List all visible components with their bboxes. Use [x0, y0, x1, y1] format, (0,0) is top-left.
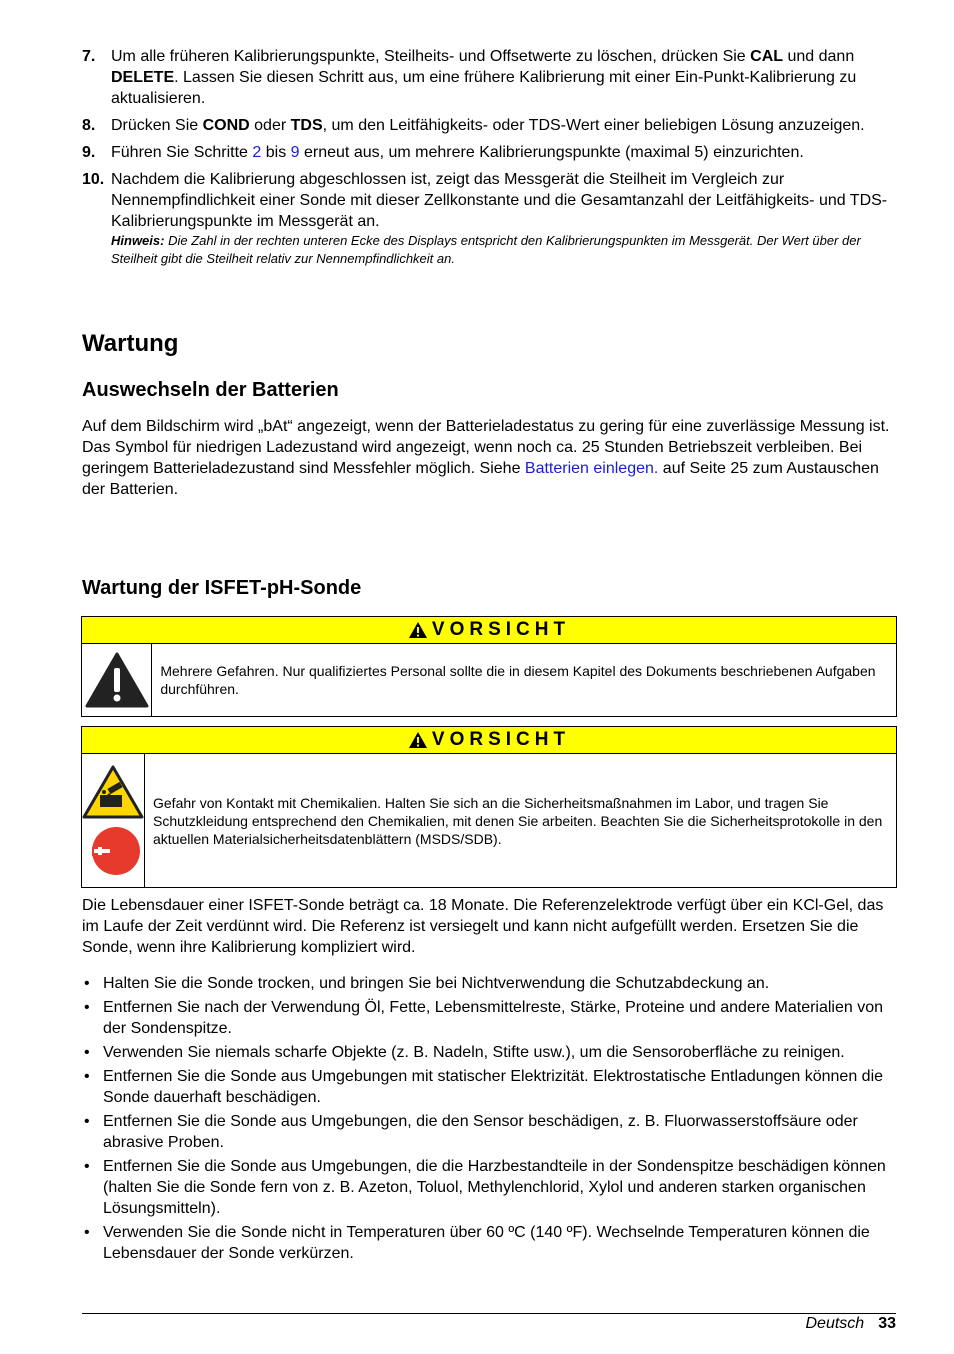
footer — [806, 1313, 897, 1334]
caution-header — [82, 617, 896, 644]
bullet-icon: • — [84, 999, 90, 1016]
list-item-text: Verwenden Sie niemals scharfe Objekte (z. B. Nadeln, Stifte usw.), um die Sensoroberfläche zu reinigen. — [103, 1044, 845, 1061]
step-text: Drücken Sie — [111, 117, 203, 134]
step-number: 9. — [82, 144, 96, 161]
step-text: Um alle früheren Kalibrierungspunkte, Steilheits- und Offsetwerte zu löschen, drücken Sie — [111, 48, 751, 65]
list-item — [82, 1042, 896, 1063]
list-item — [82, 1066, 896, 1108]
page-number: 33 — [878, 1315, 896, 1332]
footer-divider — [82, 1313, 896, 1314]
note-label: Hinweis: — [111, 233, 165, 248]
caution-box-general — [81, 616, 897, 717]
isfet-intro: Die Lebensdauer einer ISFET-Sonde beträgt ca. 18 Monate. Die Referenzelektrode verfügt über ein KCl-Gel, das im Laufe der Zeit verdünnt wird. Die Referenz ist versiegelt und kann nicht aufgefüllt werden. Ersetzen Sie die Sonde, wenn ihre Kalibrierung kompliziert wird. — [82, 897, 884, 956]
caution-text: Gefahr von Kontakt mit Chemikalien. Halten Sie sich an die Sicherheitsmaßnahmen im Labor, und tragen Sie Schutzkleidung entsprechend den Chemikalien, mit denen Sie arbeiten. Beachten Sie die Sicherheitsprotokolle in den aktuellen Materialsicherheitsdatenblättern (MSDS/SDB). — [153, 794, 883, 847]
key-name: COND — [202, 117, 250, 134]
list-item-text: Entfernen Sie die Sonde aus Umgebungen mit statischer Elektrizität. Elektrostatische Entladungen können die Sonde dauerhaft beschädigen. — [103, 1068, 884, 1106]
calibration-steps — [82, 46, 896, 274]
caution-text: Mehrere Gefahren. Nur qualifiziertes Personal sollte die in diesem Kapitel des Dokuments beschriebenen Aufgaben durchführen. — [160, 663, 876, 697]
step-text: oder — [249, 117, 291, 134]
bullet-icon: • — [84, 975, 90, 992]
list-item — [82, 1156, 896, 1219]
bullet-icon: • — [84, 1113, 90, 1130]
list-item — [82, 997, 896, 1039]
step-10 — [82, 169, 896, 268]
bullet-icon: • — [84, 1224, 90, 1241]
step-text: Nachdem die Kalibrierung abgeschlossen ist, zeigt das Messgerät die Steilheit im Vergleich zur Nennempfindlichkeit einer Sonde mit dieser Zellkonstante und die Gesamtanzahl der Leitfähigkeits- und TDS-Kalibrierungspunkte im Messgerät an. — [111, 171, 888, 230]
hazard-icon-cell — [82, 644, 152, 716]
bullet-icon: • — [84, 1158, 90, 1175]
battery-link[interactable]: Batterien einlegen. — [524, 460, 659, 477]
general-hazard-icon — [85, 652, 149, 708]
warning-triangle-icon — [408, 731, 428, 749]
list-item-text: Entfernen Sie nach der Verwendung Öl, Fette, Lebensmittelreste, Stärke, Proteine und andere Materialien von der Sondenspitze. — [103, 999, 884, 1037]
caution-header — [82, 727, 896, 754]
face-protection-icon — [86, 823, 140, 877]
bullet-icon: • — [84, 1068, 90, 1085]
caution-label: VORSICHT — [431, 619, 571, 640]
note-text: Die Zahl in der rechten unteren Ecke des Displays entspricht den Kalibrierungspunkten im Messgerät. Der Wert über der Steilheit gibt die Steilheit relativ zur Nennempfindlichkeit an. — [111, 233, 861, 266]
chemical-hazard-icon — [82, 765, 144, 819]
note — [111, 232, 896, 268]
list-item-text: Verwenden Sie die Sonde nicht in Temperaturen über 60 ºC (140 ºF). Wechselnde Temperaturen können die Lebensdauer der Sonde verkürzen. — [103, 1224, 870, 1262]
battery-text-end: auf Seite 25 zum Austauschen der Batterien. — [82, 460, 879, 498]
step-text: und dann — [783, 48, 855, 65]
list-item — [82, 1111, 896, 1153]
step-9 — [82, 142, 896, 163]
hazard-icon-cell — [82, 754, 145, 887]
list-item-text: Entfernen Sie die Sonde aus Umgebungen, die den Sensor beschädigen, z. B. Fluorwasserstoffsäure oder abrasive Proben. — [103, 1113, 858, 1151]
step-8 — [82, 115, 896, 136]
key-name: DELETE — [111, 69, 175, 86]
step-text: bis — [261, 144, 291, 161]
battery-text: Auf dem Bildschirm wird „bAt“ angezeigt, wenn der Batterieladestatus zu gering für eine zuverlässige Messung ist. Das Symbol für niedrigen Ladezustand wird angezeigt, wenn noch ca. 25 Stunden Betriebszeit verbleiben. Bei geringem Batterieladezustand sind Messfehler möglich. Siehe — [82, 418, 890, 477]
caution-label: VORSICHT — [431, 729, 571, 750]
step-text: erneut aus, um mehrere Kalibrierungspunkte (maximal 5) einzurichten. — [299, 144, 804, 161]
battery-paragraph — [82, 416, 896, 500]
battery-heading: Auswechseln der Batterien — [82, 379, 339, 401]
step-number: 10. — [82, 171, 105, 188]
maintenance-list — [82, 973, 896, 1267]
step-number: 7. — [82, 48, 96, 65]
step-text: Führen Sie Schritte — [111, 144, 253, 161]
caution-box-chemical — [81, 726, 897, 888]
key-name: CAL — [750, 48, 784, 65]
step-text: , um den Leitfähigkeits- oder TDS-Wert einer beliebigen Lösung anzuzeigen. — [322, 117, 865, 134]
list-item — [82, 1222, 896, 1264]
list-item-text: Halten Sie die Sonde trocken, und bringen Sie bei Nichtverwendung die Schutzabdeckung an. — [103, 975, 770, 992]
list-item — [82, 973, 896, 994]
step-link[interactable]: 2 — [252, 144, 262, 161]
step-number: 8. — [82, 117, 96, 134]
bullet-icon: • — [84, 1044, 90, 1061]
footer-language: Deutsch — [805, 1315, 865, 1332]
step-text: . Lassen Sie diesen Schritt aus, um eine frühere Kalibrierung mit einer Ein-Punkt-Kalibrierung zu aktualisieren. — [111, 69, 857, 107]
isfet-heading: Wartung der ISFET-pH-Sonde — [82, 577, 362, 599]
step-link[interactable]: 9 — [290, 144, 300, 161]
list-item-text: Entfernen Sie die Sonde aus Umgebungen, die die Harzbestandteile in der Sondenspitze beschädigen können (halten Sie die Sonde fern von z. B. Azeton, Toluol, Methylenchlorid, Xylol und anderen starken organischen Lösungsmitteln). — [103, 1158, 886, 1217]
section-title: Wartung — [82, 330, 179, 357]
step-7 — [82, 46, 896, 109]
warning-triangle-icon — [408, 621, 428, 639]
key-name: TDS — [290, 117, 323, 134]
